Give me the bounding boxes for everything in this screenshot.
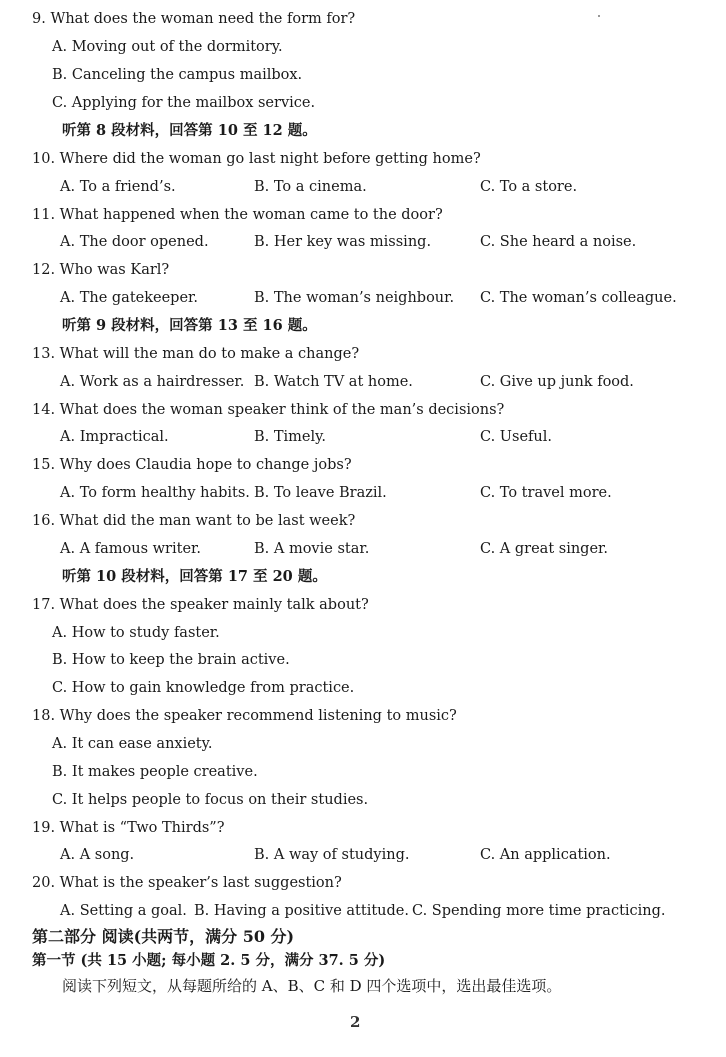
question: 9. What does the woman need the form for? [32, 11, 356, 27]
option: A. Moving out of the dormitory. [52, 39, 283, 55]
question: 12. Who was Karl? [32, 262, 170, 278]
question: 15. Why does Claudia hope to change jobs? [32, 457, 352, 473]
option-c: C. An application. [480, 847, 611, 863]
scan-speck [598, 15, 600, 17]
question: 14. What does the woman speaker think of the man’s decisions? [32, 402, 505, 418]
option-c: C. She heard a noise. [480, 234, 637, 250]
question: 18. Why does the speaker recommend listening to music? [32, 708, 457, 724]
option-b: B. A way of studying. [254, 847, 410, 863]
subsection-heading: 第一节 (共 15 小题; 每小题 2. 5 分，满分 37. 5 分) [32, 952, 386, 969]
option: C. How to gain knowledge from practice. [52, 680, 355, 696]
option-a: A. To a friend’s. [60, 179, 176, 195]
question: 11. What happened when the woman came to the door? [32, 207, 443, 223]
option-a: A. A famous writer. [60, 541, 201, 557]
option-b: B. Her key was missing. [254, 234, 432, 250]
question: 16. What did the man want to be last week? [32, 513, 356, 529]
option: C. It helps people to focus on their studies. [52, 792, 369, 808]
question: 10. Where did the woman go last night before getting home? [32, 151, 481, 167]
option: C. Applying for the mailbox service. [52, 95, 316, 111]
option: A. How to study faster. [52, 625, 220, 641]
page-number: 2 [350, 1013, 361, 1031]
option-b: B. Watch TV at home. [254, 374, 413, 390]
option-c: C. Give up junk food. [480, 374, 634, 390]
option-a: A. The door opened. [60, 234, 209, 250]
option: B. It makes people creative. [52, 764, 258, 780]
option-c: C. Useful. [480, 429, 552, 445]
option: A. It can ease anxiety. [52, 736, 213, 752]
option-b: B. A movie star. [254, 541, 370, 557]
option: B. How to keep the brain active. [52, 652, 290, 668]
reading-instruction: 阅读下列短文，从每题所给的 A、B、C 和 D 四个选项中，选出最佳选项。 [62, 977, 562, 995]
question: 20. What is the speaker’s last suggestion? [32, 875, 342, 891]
option-c: C. To a store. [480, 179, 578, 195]
option-a: A. To form healthy habits. [60, 485, 250, 501]
option-b: B. To a cinema. [254, 179, 367, 195]
option-a: A. The gatekeeper. [60, 290, 198, 306]
question: 19. What is “Two Thirds”? [32, 820, 225, 836]
option-c: C. The woman’s colleague. [480, 290, 677, 306]
option-b: B. Timely. [254, 429, 327, 445]
option-c: C. A great singer. [480, 541, 608, 557]
option-a: A. Work as a hairdresser. [60, 374, 245, 390]
option-a: A. A song. [60, 847, 135, 863]
option-b: B. Having a positive attitude. [194, 903, 409, 919]
section-instruction: 听第 10 段材料，回答第 17 至 20 题。 [62, 568, 327, 585]
part-heading: 第二部分 阅读(共两节，满分 50 分) [32, 927, 295, 946]
option-c: C. To travel more. [480, 485, 612, 501]
option-b: B. The woman’s neighbour. [254, 290, 455, 306]
option-a: A. Impractical. [60, 429, 169, 445]
option-c: C. Spending more time practicing. [412, 903, 666, 919]
question: 17. What does the speaker mainly talk about? [32, 597, 369, 613]
option-b: B. To leave Brazil. [254, 485, 387, 501]
question: 13. What will the man do to make a change? [32, 346, 360, 362]
option: B. Canceling the campus mailbox. [52, 67, 303, 83]
section-instruction: 听第 9 段材料，回答第 13 至 16 题。 [62, 317, 317, 334]
option-a: A. Setting a goal. [60, 903, 187, 919]
section-instruction: 听第 8 段材料，回答第 10 至 12 题。 [62, 122, 317, 139]
